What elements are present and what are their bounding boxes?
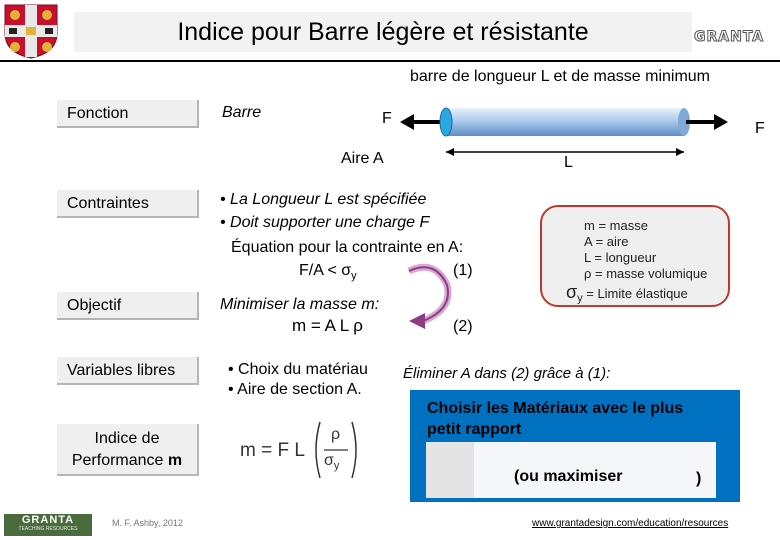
subtitle: barre de longueur L et de masse minimum [410,68,710,85]
granta-logo-text: GRANTA [694,29,765,45]
aire-label: Aire A [341,150,384,167]
contrainte-line2: • Doit supporter une charge F [220,214,430,231]
label-indice-line2 [57,450,197,472]
contrainte-line3: Équation pour la contrainte en A: [231,239,464,256]
force-right-label: F [755,120,765,137]
index-formula-denominator [324,452,339,472]
force-left-label: F [382,110,392,127]
eliminate-text: Éliminer A dans (2) grâce à (1): [403,365,611,382]
label-indice-line1: Indice de [94,430,160,447]
choice-line3: (ou maximiser [514,468,623,485]
choice-line1: Choisir les Matériaux avec le plus [427,400,684,417]
label-objectif: Objectif [57,292,199,320]
granta-logo [694,28,774,48]
barre-label: Barre [222,104,262,121]
legend-rho: ρ = masse volumique [584,266,708,281]
legend-L: L = longueur [584,250,657,265]
legend-sigma [566,282,688,305]
footer-logo-text: GRANTA [21,514,75,526]
left-force-arrow [400,114,444,130]
rod-shape [440,108,690,136]
equation-2-number: (2) [453,318,473,335]
choice-close: ) [696,470,702,487]
legend-sigma-symbol: σ [566,282,578,302]
contrainte-line1: • La Longueur L est spécifiée [220,191,427,208]
index-formula-den-symbol: σ [324,452,334,469]
legend-sigma-sub: y [577,292,583,305]
label-indice-word: Performance [71,452,164,469]
choice-blank-area [426,442,474,498]
objectif-line1: Minimiser la masse m: [220,296,380,313]
equation-1-text: F/A < σ [299,262,352,279]
choice-line2: petit rapport [427,421,522,438]
label-fonction: Fonction [57,100,199,128]
university-crest-logo [3,3,59,59]
label-indice-symbol: m [167,452,183,469]
bar-diagram [400,100,730,160]
label-variables: Variables libres [57,357,199,385]
label-indice [57,424,199,476]
equation-1 [299,262,357,282]
header-divider [0,60,780,62]
footer-granta-logo [4,514,92,536]
page-title: Indice pour Barre légère et résistante [177,18,589,46]
footer-url-link[interactable]: www.grantadesign.com/education/resources [532,518,729,529]
legend-A: A = aire [584,234,629,249]
variables-line1: • Choix du matériau [228,361,368,378]
label-contraintes: Contraintes [57,190,199,218]
length-label: L [564,154,573,171]
choice-text [427,398,727,440]
legend-m: m = masse [584,218,648,233]
equation-2: m = A L ρ [292,316,363,335]
index-formula-numerator: ρ [331,426,341,443]
right-force-arrow [686,114,728,130]
equation-1-sub: y [351,270,357,283]
index-formula-lhs: m = F L [240,440,305,461]
index-formula-den-sub: y [333,460,340,473]
footer-logo-sub: TEACHING RESOURCES [18,526,78,532]
variables-line2: • Aire de section A. [228,381,362,398]
footer-author: M. F. Ashby, 2012 [112,518,183,528]
legend-sigma-text: = Limite élastique [586,286,688,301]
equation-1-number: (1) [453,262,473,279]
